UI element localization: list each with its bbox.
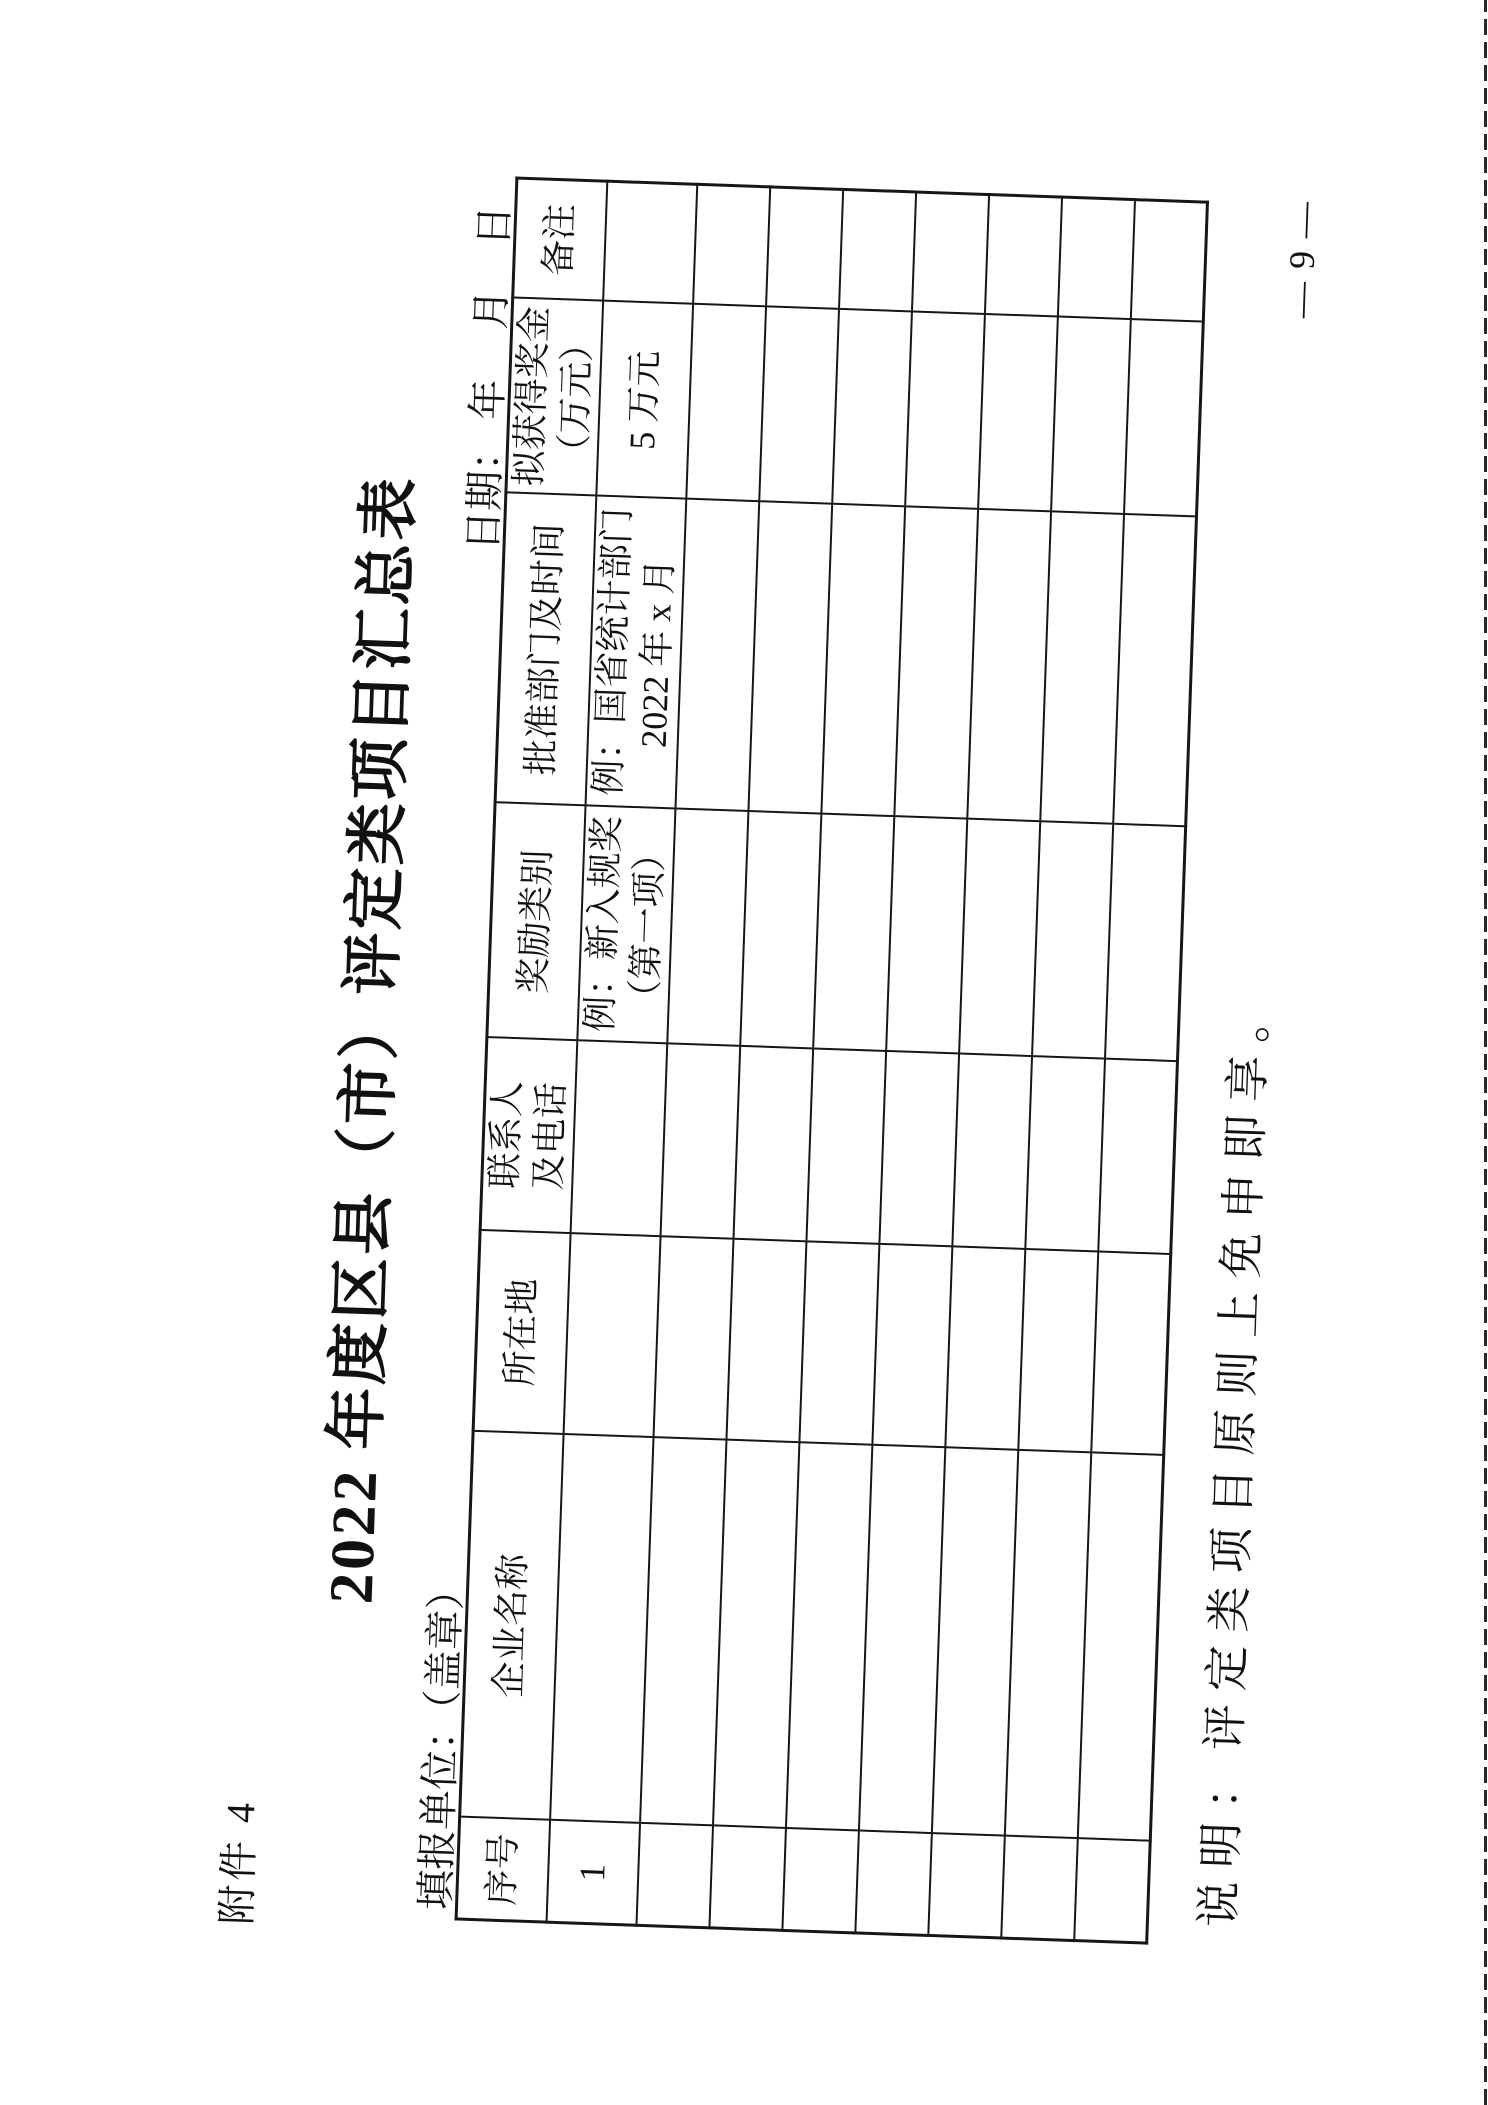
table-cell — [799, 1242, 879, 1445]
table-cell — [959, 819, 1040, 1056]
table-cell — [1091, 1252, 1171, 1455]
summary-table — [455, 176, 1210, 1944]
table-cell — [1124, 320, 1204, 517]
table-body — [546, 181, 1207, 1943]
table-cell — [1074, 1839, 1151, 1943]
header-cell-location: 所在地 — [473, 1230, 570, 1434]
header-cell-index: 序号 — [456, 1817, 550, 1922]
scan-edge-artifact — [1484, 0, 1487, 2105]
table-cell — [1001, 1836, 1078, 1940]
attachment-label: 附件 4 — [214, 1798, 264, 1926]
table-cell — [740, 811, 821, 1048]
header-cell-approver: 批准部门及时间 — [495, 493, 596, 806]
header-cell-company: 企业名称 — [460, 1431, 564, 1820]
table-cell — [636, 1823, 713, 1927]
fill-unit-label: 填报单位：（盖章） — [412, 1569, 470, 1911]
table-cell — [713, 1440, 799, 1828]
table-cell — [693, 184, 770, 306]
table-cell — [1077, 1453, 1163, 1841]
table-cell — [726, 1239, 806, 1442]
table-cell — [667, 809, 748, 1046]
table-cell — [855, 1831, 932, 1935]
table-cell — [1098, 1059, 1178, 1254]
table-cell — [603, 181, 697, 304]
table-cell — [928, 1834, 1005, 1938]
table-cell — [653, 1237, 733, 1440]
table-cell — [1004, 1450, 1090, 1838]
table-cell — [985, 195, 1062, 317]
table-cell — [570, 1041, 666, 1237]
header-cell-bonus: 拟获得奖金 （万元） — [506, 298, 603, 496]
table-cell — [660, 1044, 740, 1239]
table-cell — [640, 1438, 726, 1826]
table-cell — [550, 1434, 653, 1823]
table-cell — [563, 1234, 660, 1438]
table-cell — [952, 1054, 1032, 1249]
table-cell: 1 — [546, 1820, 639, 1925]
note-line: 说明：评定类项目原则上免申即享。 — [1192, 982, 1277, 1928]
table-cell — [686, 304, 766, 501]
table-cell — [813, 814, 894, 1051]
table-cell — [1018, 1249, 1098, 1452]
table-cell — [1051, 317, 1131, 514]
date-month-label: 月 — [468, 288, 515, 331]
table-cell — [1113, 514, 1197, 826]
date-label: 日期： — [460, 429, 510, 552]
table-cell — [931, 1448, 1017, 1836]
table-cell — [832, 309, 912, 506]
table-cell: 5 万元 — [596, 301, 693, 499]
table-cell — [675, 499, 759, 811]
table-cell — [748, 502, 832, 814]
table-cell — [1105, 824, 1186, 1061]
table-cell: 例：国省统计部门 2022 年 x 月 — [585, 496, 686, 809]
table-cell — [859, 1445, 945, 1833]
table-cell — [967, 509, 1051, 821]
table-cell — [905, 312, 985, 509]
table-cell — [894, 507, 978, 819]
table-cell — [759, 307, 839, 504]
table-cell — [806, 1049, 886, 1244]
table-cell — [879, 1051, 959, 1246]
table-cell — [912, 192, 989, 314]
header-cell-award-type: 奖励类别 — [487, 803, 585, 1041]
table-cell — [1040, 512, 1124, 824]
table-cell — [978, 314, 1058, 511]
table-cell — [821, 504, 905, 816]
header-cell-remarks: 备注 — [513, 178, 607, 301]
table-cell — [733, 1046, 813, 1241]
table-cell — [786, 1443, 872, 1831]
table-cell — [1025, 1057, 1105, 1252]
table-cell — [839, 189, 916, 311]
table-cell — [945, 1247, 1025, 1450]
page-title: 2022 年度区县（市）评定类项目汇总表 — [317, 473, 425, 1606]
table-cell — [1130, 200, 1207, 322]
table-cell — [1032, 822, 1113, 1059]
date-day-label: 日 — [471, 205, 518, 247]
date-year-label: 年 — [464, 378, 512, 421]
table-cell — [766, 187, 843, 309]
table-cell: 例：新入规奖 （第一项） — [577, 806, 675, 1044]
page-number: — 9 — — [1279, 199, 1325, 319]
table-cell — [1057, 197, 1134, 319]
header-cell-contact: 联系人 及电话 — [480, 1038, 577, 1234]
table-cell — [782, 1828, 859, 1932]
table-cell — [709, 1826, 786, 1930]
table-cell — [886, 817, 967, 1054]
table-cell — [872, 1244, 952, 1447]
